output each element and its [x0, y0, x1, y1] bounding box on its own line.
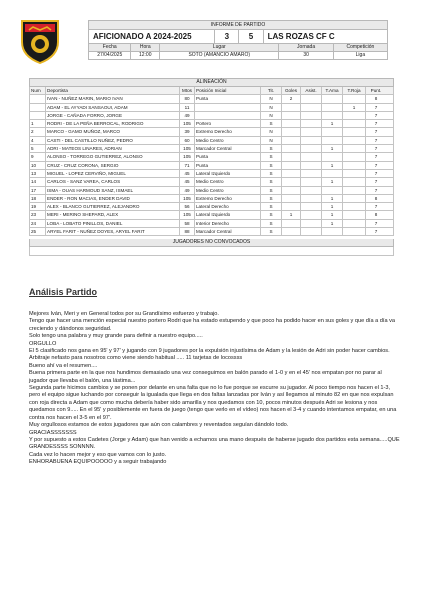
table-row — [29, 211, 394, 219]
table-cell: S — [261, 145, 282, 152]
table-cell: 1 — [343, 104, 366, 111]
table-cell: 45 — [180, 170, 195, 177]
table-cell: Punta — [195, 95, 261, 102]
table-cell: S — [261, 162, 282, 169]
table-cell — [343, 178, 366, 185]
table-cell — [343, 137, 366, 144]
lineup-title: ALINEACIÓN — [29, 78, 394, 87]
table-cell — [343, 162, 366, 169]
table-cell: S — [261, 203, 282, 210]
table-cell: 13 — [30, 170, 46, 177]
table-cell: Extremo Derecho — [195, 195, 261, 202]
table-cell: 17 — [30, 187, 46, 194]
table-cell — [282, 220, 301, 227]
meta-round: 30 — [279, 52, 333, 59]
table-cell — [343, 153, 366, 160]
table-cell: 2 — [282, 95, 301, 102]
table-cell: 18 — [30, 195, 46, 202]
table-cell — [343, 170, 366, 177]
table-cell: S — [261, 187, 282, 194]
table-cell — [322, 153, 343, 160]
table-cell: S — [261, 170, 282, 177]
table-cell — [343, 220, 366, 227]
table-cell — [322, 112, 343, 119]
table-cell: 45 — [180, 178, 195, 185]
table-cell: 7 — [374, 220, 378, 226]
table-cell — [301, 195, 322, 202]
table-cell: ALEX - BLANCO GUTIERREZ, ALEJANDRO — [46, 203, 180, 210]
table-cell: 1 — [322, 203, 343, 210]
table-cell — [343, 120, 366, 127]
table-cell: N — [261, 128, 282, 135]
table-cell: Medio Centro — [195, 178, 261, 185]
home-score: 3 — [215, 30, 239, 43]
table-cell — [30, 95, 46, 102]
table-row — [29, 104, 394, 112]
table-cell — [195, 104, 261, 111]
away-team: LAS ROZAS CF C — [267, 32, 335, 41]
column-header: T.Ama — [322, 87, 343, 94]
table-cell — [301, 170, 322, 177]
table-cell — [301, 187, 322, 194]
analysis-paragraph: El 5 clasificado nos gana en 95' y 97' y jugando con 9 jugadores por la expulsión injustísima de Adam y la lesión de Adri sin poder hacer cambios. — [29, 348, 390, 355]
column-header: T.Roja — [343, 87, 366, 94]
table-cell — [301, 145, 322, 152]
table-cell: 2 — [30, 128, 46, 135]
meta-label-round: Jornada — [279, 44, 333, 51]
table-cell — [301, 137, 322, 144]
table-row — [29, 203, 394, 211]
table-cell: 58 — [180, 220, 195, 227]
analysis-paragraph: Segunda parte hicimos cambios y se ponen por delante en una falta que no lo fue porque se escurre su jugador. Al poco tiempo nos hacen el 1-3, pero el equipo sigue luchando por conseguir la igualada que llega en dos faltas lanzadas por Iván y así llegamos al minuto 82 en que nos expulsan con roja directa a Adam que como mucha debería haber sido amarilla y nos quedamos con 10, pocos minutos después Adri se lesiona y nos quedamos con 9..... En el 95' y posiblemente en fuera de juego (tengo que verlo en el vídeo) nos hacen el 3-4 y cuando intentamos empatar, en una contra nos hacen el 3-5 en el 97'. — [29, 385, 397, 421]
table-cell: N — [261, 95, 282, 102]
match-header — [88, 20, 388, 60]
table-cell: 60 — [180, 137, 195, 144]
table-cell: 9 — [30, 153, 46, 160]
table-cell — [301, 95, 322, 102]
analysis-paragraph: Bueno ahí va el resumen.... — [29, 362, 98, 369]
table-cell: N — [261, 137, 282, 144]
table-cell: S — [261, 211, 282, 218]
table-cell — [343, 187, 366, 194]
lineup-header-row — [29, 87, 394, 95]
table-cell — [282, 195, 301, 202]
table-cell: 11 — [180, 104, 195, 111]
table-cell: ADAM - EL AYYADI SANSAOUI, ADAM — [46, 104, 180, 111]
table-cell: 1 — [322, 178, 343, 185]
table-cell: 1 — [322, 220, 343, 227]
analysis-paragraph: Arbitraje nefasto para nosotros como viene siendo habitual ..... 11 tarjetas de locossss — [29, 355, 243, 362]
table-cell — [343, 211, 366, 218]
table-cell: 7 — [374, 146, 378, 152]
table-cell: 105 — [180, 120, 195, 127]
table-cell — [282, 120, 301, 127]
meta-competition: Liga — [355, 52, 366, 58]
not-called-list — [29, 247, 394, 256]
table-cell: S — [261, 153, 282, 160]
table-cell: 7 — [374, 112, 378, 118]
table-cell: 1 — [322, 195, 343, 202]
table-cell: MERI - MERINO SHEPARD, ALEX — [46, 211, 180, 218]
match-meta-labels — [88, 44, 388, 52]
table-cell — [301, 128, 322, 135]
table-cell: ISMA - OUAS HARMOUD SANZ, ISMAEL — [46, 187, 180, 194]
table-row — [29, 162, 394, 170]
table-cell: CASTI - DEL CASTILLO NUÑEZ, PEDRO — [46, 137, 180, 144]
table-cell: MARCO - GAMO MUÑOZ, MARCO — [46, 128, 180, 135]
table-cell: 7 — [374, 121, 378, 127]
analysis-text — [29, 311, 401, 467]
table-cell: S — [261, 228, 282, 235]
table-cell: MIGUEL - LOPEZ CERVIÑO, MIGUEL — [46, 170, 180, 177]
table-cell: 7 — [374, 179, 378, 185]
table-cell: JORGE - CAÑADA FORRO, JORGE — [46, 112, 180, 119]
table-cell: RODRI - DE LA PEÑA BERROCAL, RODRIGO — [46, 120, 180, 127]
table-cell: 7 — [374, 187, 378, 193]
table-cell: 105 — [180, 153, 195, 160]
table-cell: CARLOS - SANZ VAREA, CARLOS — [46, 178, 180, 185]
table-row — [29, 145, 394, 153]
meta-label-time: Hora — [131, 44, 160, 51]
table-row — [29, 187, 394, 195]
table-cell — [282, 153, 301, 160]
table-cell: 49 — [180, 112, 195, 119]
column-header: Asist. — [301, 87, 322, 94]
table-row — [29, 220, 394, 228]
table-cell — [282, 178, 301, 185]
meta-label-date: Fecha — [89, 44, 131, 51]
table-cell: IVAN - NUÑEZ MARIN, MARIO IVAN — [46, 95, 180, 102]
table-cell: ALONSO - TORREGO GUTIERREZ, ALONSO — [46, 153, 180, 160]
table-cell — [301, 228, 322, 235]
table-cell — [322, 128, 343, 135]
table-cell: Extremo Derecho — [195, 128, 261, 135]
meta-venue: SOTO (AMANCIO AMARO) — [160, 52, 279, 59]
table-cell: 5 — [30, 145, 46, 152]
table-cell: ADRI - MATEOS LINARES, ADRIAN — [46, 145, 180, 152]
table-cell: Lateral Izquierdo — [195, 211, 261, 218]
table-cell: Lateral Derecho — [195, 203, 261, 210]
report-title: INFORME DE PARTIDO — [88, 20, 388, 30]
column-header: Goles — [282, 87, 301, 94]
table-cell: 7 — [374, 104, 378, 110]
column-header: Posición Inicial — [195, 87, 261, 94]
table-cell — [301, 220, 322, 227]
table-cell — [343, 203, 366, 210]
table-cell: 7 — [374, 137, 378, 143]
table-cell: 7 — [374, 162, 378, 168]
table-row — [29, 112, 394, 120]
table-cell — [282, 162, 301, 169]
table-cell — [301, 162, 322, 169]
table-cell: 1 — [322, 145, 343, 152]
away-score: 5 — [239, 30, 263, 43]
not-called-title: JUGADORES NO CONVOCADOS — [29, 239, 394, 247]
table-cell: 24 — [30, 220, 46, 227]
analysis-paragraph: Tengo que hacer una mención especial nuestro portero Rodri que ha estado estupendo y que poco ha podido hacer en sus goles y que día a día va creciendo y dándonos seguridad. — [29, 318, 396, 332]
column-header: Punt. — [370, 88, 382, 93]
lineup-rows — [29, 87, 394, 236]
table-row — [29, 195, 394, 203]
analysis-paragraph: ORGULLO — [29, 340, 57, 347]
analysis-paragraph: Buena primera parte en la que nos hundimos demasiado una vez conseguimos en balón parado el 1-0 y en el 45' nos empatan por no parar al jugador que llevaba el balón, una lástima... — [29, 370, 382, 384]
table-row — [29, 170, 394, 178]
table-cell: 7 — [374, 170, 378, 176]
table-cell: Interior Derecho — [195, 220, 261, 227]
table-cell: LOBA - LOBATO PINILLOS, DANIEL — [46, 220, 180, 227]
table-cell — [343, 95, 366, 102]
analysis-paragraph: GRACIASSSSSSS — [29, 429, 77, 436]
table-cell: 105 — [180, 195, 195, 202]
table-cell — [30, 112, 46, 119]
table-cell: 1 — [322, 162, 343, 169]
table-cell: Punta — [195, 162, 261, 169]
meta-date: 27/04/2025 — [89, 52, 131, 59]
table-cell — [282, 137, 301, 144]
table-cell — [301, 120, 322, 127]
table-cell: 1 — [322, 211, 343, 218]
table-cell: Medio Centro — [195, 137, 261, 144]
table-cell: 39 — [180, 128, 195, 135]
table-cell — [322, 104, 343, 111]
table-cell — [282, 228, 301, 235]
table-cell: CRUZ - CRUZ CORONA, SERGIO — [46, 162, 180, 169]
table-cell — [301, 211, 322, 218]
analysis-title: Análisis Partido — [29, 287, 98, 297]
table-row — [29, 137, 394, 145]
table-cell — [343, 112, 366, 119]
table-cell: 105 — [180, 211, 195, 218]
table-cell — [322, 170, 343, 177]
meta-label-venue: Lugar — [160, 44, 279, 51]
table-cell — [301, 153, 322, 160]
table-cell: S — [261, 120, 282, 127]
table-cell — [322, 187, 343, 194]
table-cell: S — [261, 220, 282, 227]
table-cell: Punta — [195, 153, 261, 160]
table-cell: 7 — [374, 154, 378, 160]
table-cell: Medio Centro — [195, 187, 261, 194]
column-header: Mtos — [180, 87, 195, 94]
table-cell — [282, 128, 301, 135]
table-cell: 7 — [374, 229, 378, 235]
table-cell — [301, 178, 322, 185]
table-row — [29, 153, 394, 161]
table-cell — [322, 95, 343, 102]
table-row — [29, 120, 394, 128]
table-cell: 105 — [180, 145, 195, 152]
table-cell: Lateral Izquierdo — [195, 170, 261, 177]
table-row — [29, 228, 394, 236]
table-cell: 8 — [374, 96, 378, 102]
table-cell: 1 — [282, 211, 301, 218]
table-cell: S — [261, 195, 282, 202]
table-cell: ARYEL FARIT - NUÑEZ DOYES, ARYEL FARIT — [46, 228, 180, 235]
table-cell — [322, 137, 343, 144]
home-team: AFICIONADO A 2024-2025 — [89, 30, 215, 43]
analysis-paragraph: Mejores Iván, Meri y en General todos por su Grandísimo esfuerzo y trabajo. — [29, 311, 219, 317]
table-cell: N — [261, 104, 282, 111]
table-cell: N — [261, 112, 282, 119]
table-cell: 14 — [30, 178, 46, 185]
table-row — [29, 128, 394, 136]
table-cell — [30, 104, 46, 111]
scoreline — [88, 30, 388, 44]
table-cell: 25 — [30, 228, 46, 235]
table-cell: 56 — [180, 203, 195, 210]
club-crest-logo — [18, 18, 62, 64]
table-cell: 49 — [180, 187, 195, 194]
column-header: Tit. — [261, 87, 282, 94]
analysis-paragraph: Y por supuesto a estos Cadetes (Jorge y Adam) que han venido a echarnos una mano después de haberse jugado dos partidos esta semana.....QUE GRANDESSSS SONNNN. — [29, 436, 400, 451]
table-cell: ENDER - RON MACIAS, ENDER DAVID — [46, 195, 180, 202]
table-cell: Portero — [195, 120, 261, 127]
table-cell — [282, 145, 301, 152]
table-cell: 23 — [30, 211, 46, 218]
table-cell — [301, 203, 322, 210]
table-cell: Marcador Central — [195, 145, 261, 152]
table-cell: 4 — [30, 137, 46, 144]
analysis-paragraph: Solo tengo una palabra y muy grande para definir a nuestro equipo..... — [29, 333, 203, 340]
table-cell: 88 — [180, 228, 195, 235]
table-cell — [301, 112, 322, 119]
table-cell: 8 — [374, 195, 378, 201]
lineup-table — [29, 78, 394, 256]
table-cell — [343, 228, 366, 235]
table-cell: 1 — [30, 120, 46, 127]
table-cell — [343, 195, 366, 202]
analysis-paragraph: Muy orgullosos estamos de estos jugadores que aún con calambres y reventados seguían dándolo todo. — [29, 422, 289, 429]
table-cell — [343, 145, 366, 152]
analysis-paragraph: ENHORABUENA EQUIPOOOOO y a seguir trabajando — [29, 459, 167, 466]
table-cell: 10 — [30, 162, 46, 169]
meta-time: 12:00 — [131, 52, 160, 59]
table-cell: 8 — [374, 212, 378, 218]
table-row — [29, 95, 394, 103]
table-cell: 1 — [322, 120, 343, 127]
match-meta-values — [88, 52, 388, 60]
column-header: Deportista — [46, 87, 180, 94]
table-cell — [282, 187, 301, 194]
analysis-paragraph: Cada vez lo hacen mejor y eso que vamos con lo justo. — [29, 451, 167, 458]
table-cell: 19 — [30, 203, 46, 210]
table-cell: Marcador Central — [195, 228, 261, 235]
table-cell — [282, 203, 301, 210]
table-row — [29, 178, 394, 186]
table-cell — [343, 128, 366, 135]
column-header: Num — [30, 87, 46, 94]
meta-label-competition: Competición — [346, 44, 375, 50]
table-cell: 71 — [180, 162, 195, 169]
table-cell: 7 — [374, 129, 378, 135]
table-cell: 80 — [180, 95, 195, 102]
table-cell — [282, 170, 301, 177]
table-cell — [195, 112, 261, 119]
table-cell: S — [261, 178, 282, 185]
table-cell: 7 — [374, 204, 378, 210]
table-cell — [282, 112, 301, 119]
table-cell — [322, 228, 343, 235]
table-cell — [282, 104, 301, 111]
table-cell — [301, 104, 322, 111]
